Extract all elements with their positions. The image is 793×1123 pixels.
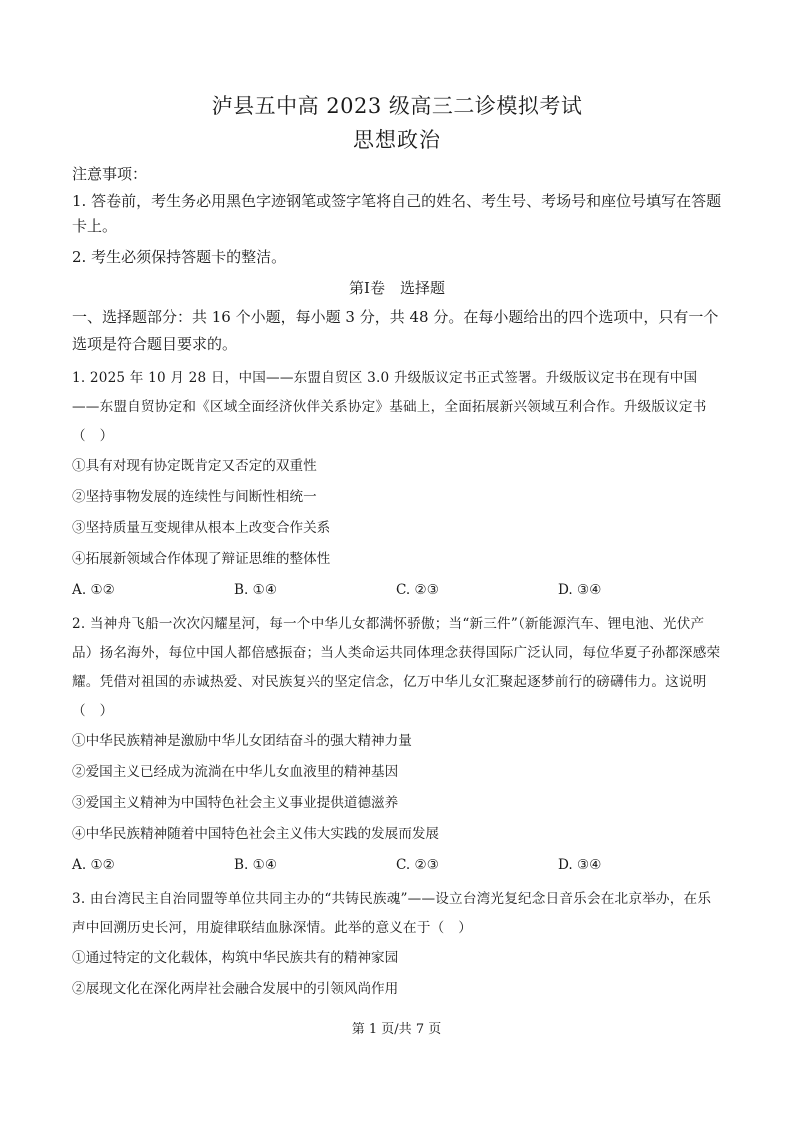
- answer-choices: [72, 850, 722, 881]
- question-option: ④中华民族精神随着中国特色社会主义伟大实践的发展而发展: [72, 826, 440, 842]
- question-2: [72, 610, 722, 881]
- question-option: ①具有对现有协定既肯定又否定的双重性: [72, 458, 317, 474]
- question-option: ②爱国主义已经成为流淌在中华儿女血液里的精神基因: [72, 764, 399, 780]
- section-title: 第Ⅰ卷 选择题: [349, 279, 445, 297]
- question-option: ①中华民族精神是激励中华儿女团结奋斗的强大精神力量: [72, 733, 412, 749]
- choice-b: B. ①④: [234, 857, 278, 873]
- question-option: ③坚持质量互变规律从根本上改变合作关系: [72, 520, 331, 536]
- choice-d: D. ③④: [558, 857, 602, 873]
- section-instruction: 一、选择题部分：共 16 个小题，每小题 3 分，共 48 分。在每小题给出的四个选项中，只有一个选项是符合题目要求的。: [72, 308, 719, 353]
- question-1: [72, 364, 722, 606]
- choice-a: A. ①②: [72, 857, 115, 873]
- notice-heading: 注意事项：: [72, 165, 148, 183]
- question-option: ②坚持事物发展的连续性与间断性相统一: [72, 489, 317, 505]
- question-option: ①通过特定的文化载体，构筑中华民族共有的精神家园: [72, 950, 399, 966]
- exam-subject: 思想政治: [353, 128, 441, 152]
- answer-choices: [72, 575, 722, 606]
- page-footer: 第 1 页/共 7 页: [351, 1022, 442, 1037]
- question-stem: 2. 当神舟飞船一次次闪耀星河，每一个中华儿女都满怀骄傲；当“新三件”（新能源汽车、锂电池、光伏产品）扬名海外，每位中国人都倍感振奋；当人类命运共同体理念获得国际广泛认同，每位华夏子孙都深感荣耀。凭借对祖国的赤诚热爱、对民族复兴的坚定信念，亿万中华儿女汇聚起逐梦前行的磅礴伟力。这说明（ ）: [72, 616, 721, 719]
- notice-item: 1. 答卷前，考生务必用黑色字迹钢笔或签字笔将自己的姓名、考生号、考场号和座位号填写在答题卡上。: [72, 192, 722, 235]
- question-option: ③爱国主义精神为中国特色社会主义事业提供道德滋养: [72, 795, 399, 811]
- question-stem: 3. 由台湾民主自治同盟等单位共同主办的“共铸民族魂”——设立台湾光复纪念日音乐会在北京举办，在乐声中回溯历史长河，用旋律联结血脉深情。此举的意义在于（ ）: [72, 891, 712, 936]
- choice-d: D. ③④: [558, 582, 602, 598]
- question-3: [72, 885, 722, 1005]
- choice-a: A. ①②: [72, 582, 115, 598]
- exam-page: [72, 92, 722, 1005]
- notice-item: 2. 考生必须保持答题卡的整洁。: [72, 248, 287, 266]
- notice-block: [72, 162, 722, 270]
- exam-title: 泸县五中高 2023 级高三二诊模拟考试: [211, 94, 583, 118]
- choice-b: B. ①④: [234, 582, 278, 598]
- choice-c: C. ②③: [396, 857, 439, 873]
- question-option: ②展现文化在深化两岸社会融合发展中的引领风尚作用: [72, 981, 399, 997]
- choice-c: C. ②③: [396, 582, 439, 598]
- question-option: ④拓展新领域合作体现了辩证思维的整体性: [72, 551, 331, 567]
- question-stem: 1. 2025 年 10 月 28 日，中国——东盟自贸区 3.0 升级版议定书正式签署。升级版议定书在现有中国——东盟自贸协定和《区域全面经济伙伴关系协定》基础上，全面拓展新兴领域互利合作。升级版议定书（ ）: [72, 370, 707, 444]
